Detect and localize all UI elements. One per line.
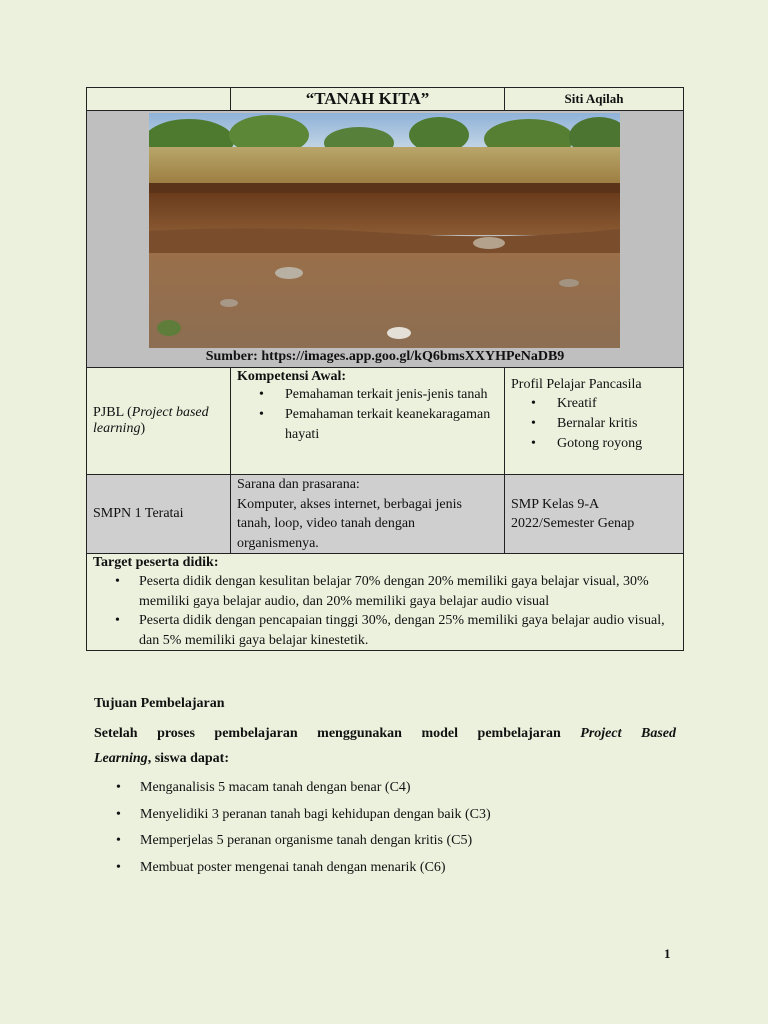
objectives-list	[94, 775, 676, 881]
author-name: Siti Aqilah	[505, 88, 684, 111]
image-source-caption: Sumber: https://images.app.goo.gl/kQ6bmsXXYHPeNaDB9	[205, 349, 565, 364]
list-item: • Menganalisis 5 macam tanah dengan benar (C4)	[140, 775, 676, 802]
list-item: • Menyelidiki 3 peranan tanah bagi kehidupan dengan baik (C3)	[140, 802, 676, 829]
class-grade: SMP Kelas 9-A	[511, 496, 600, 512]
learning-model-cell: PJBL (Project based learning)	[87, 368, 231, 475]
objectives-intro: Setelah proses pembelajaran menggunakan model pembelajaran Project Based	[94, 726, 676, 741]
list-item: • Gotong royong	[557, 434, 677, 454]
list-item: • Pemahaman terkait keanekaragaman hayati	[285, 405, 498, 445]
list-item: • Pemahaman terkait jenis-jenis tanah	[285, 385, 498, 405]
list-item: • Kreatif	[557, 394, 677, 414]
target-row	[87, 554, 684, 651]
list-item: • Membuat poster mengenai tanah dengan menarik (C6)	[140, 855, 676, 882]
document-title: “TANAH KITA”	[231, 88, 505, 111]
learning-objectives-section	[94, 692, 676, 881]
facilities-text: Komputer, akses internet, berbagai jenis tanah, loop, video tanah dengan organismenya.	[237, 496, 462, 551]
profile-list	[511, 394, 677, 454]
target-heading: Target peserta didik:	[93, 555, 219, 570]
target-list	[93, 572, 677, 650]
profile-heading: Profil Pelajar Pancasila	[511, 377, 642, 392]
pancasila-profile-cell	[505, 368, 684, 475]
objectives-heading: Tujuan Pembelajaran	[94, 696, 225, 711]
objectives-intro-continued: Learning, siswa dapat:	[94, 751, 229, 766]
competence-list	[237, 385, 498, 445]
initial-competence-cell	[231, 368, 505, 475]
model-row	[87, 368, 684, 475]
page-number: 1	[664, 946, 671, 961]
school-row	[87, 475, 684, 554]
class-semester: 2022/Semester Genap	[511, 516, 635, 531]
lesson-table	[86, 87, 684, 651]
list-item: • Bernalar kritis	[557, 414, 677, 434]
soil-profile-image	[149, 113, 620, 348]
list-item: • Peserta didik dengan pencapaian tinggi 30%, dengan 25% memiliki gaya belajar audio visual, dan 5% memiliki gaya belajar kinestetik.	[139, 611, 677, 650]
image-row	[87, 111, 684, 368]
competence-heading: Kompetensi Awal:	[237, 369, 347, 384]
header-row	[87, 88, 684, 111]
facilities-heading: Sarana dan prasarana:	[237, 477, 360, 492]
list-item: • Memperjelas 5 peranan organisme tanah dengan kritis (C5)	[140, 828, 676, 855]
class-info-cell	[505, 475, 684, 554]
list-item: • Peserta didik dengan kesulitan belajar 70% dengan 20% memiliki gaya belajar visual, 30% memiliki gaya belajar audio, dan 20% memiliki gaya belajar audio visual	[139, 572, 677, 611]
header-blank-cell	[87, 88, 231, 111]
school-name: SMPN 1 Teratai	[87, 475, 231, 554]
facilities-cell	[231, 475, 505, 554]
